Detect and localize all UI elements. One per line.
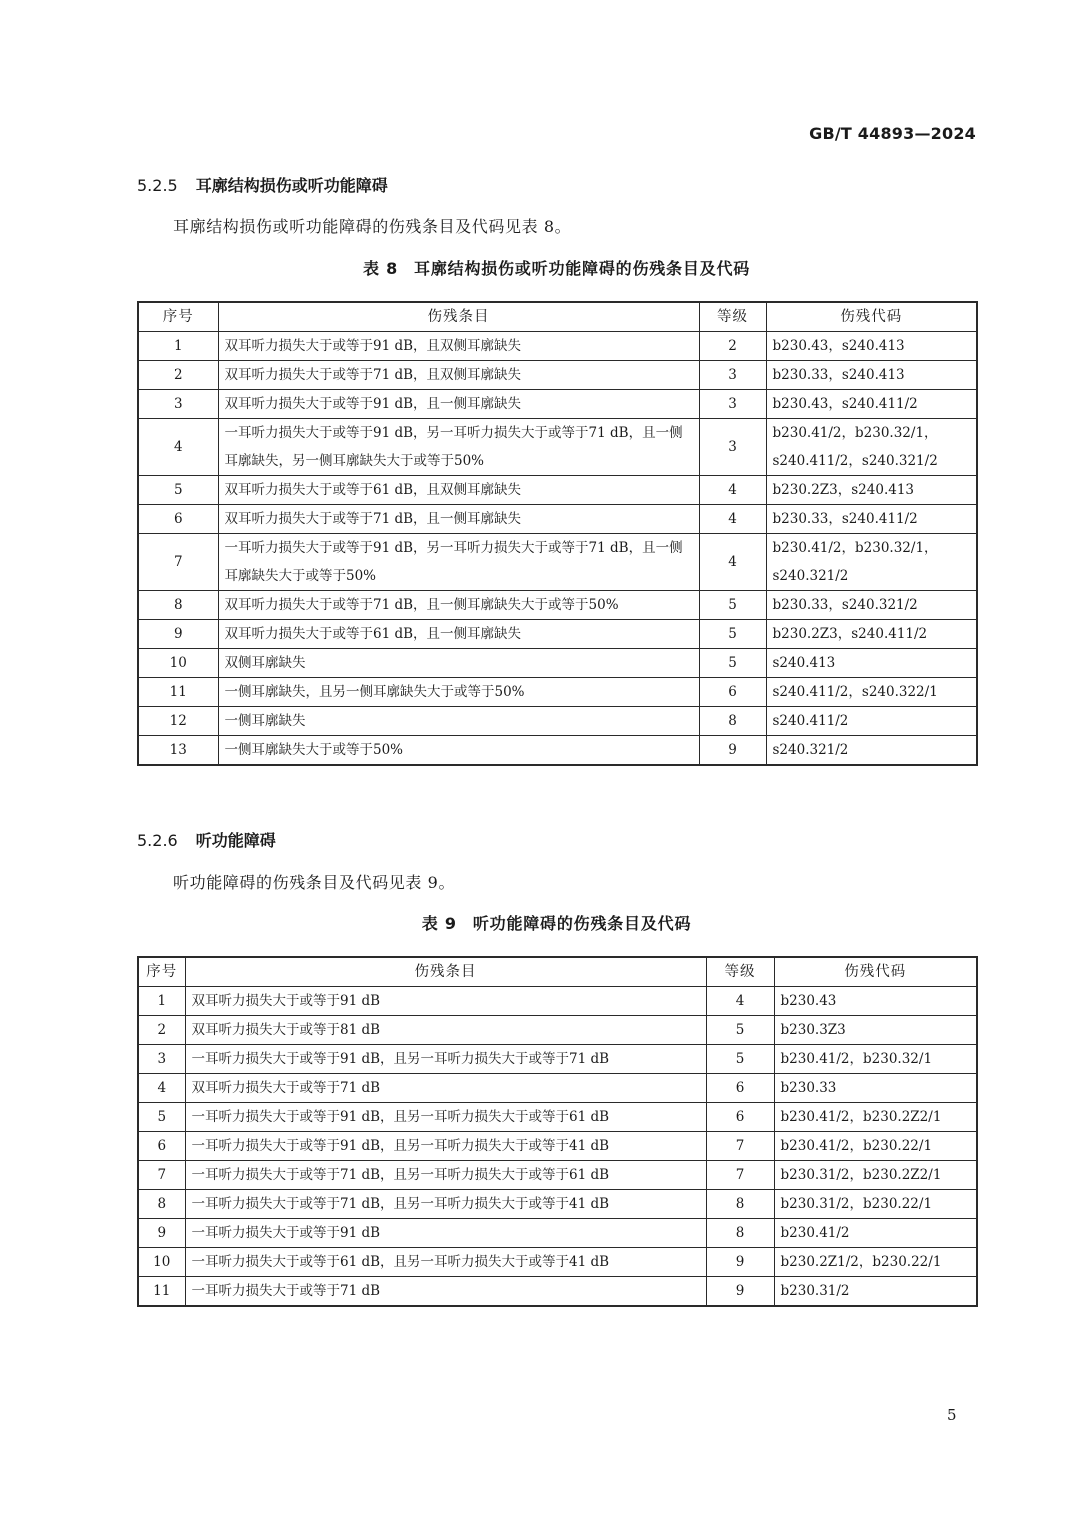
table-header-row <box>138 302 977 332</box>
table-row <box>138 1248 977 1277</box>
row-number: 4 <box>138 419 218 476</box>
section-title: 听功能障碍 <box>195 831 276 850</box>
row-code: s240.411/2 <box>766 707 977 736</box>
table-row <box>138 678 977 707</box>
row-number: 2 <box>138 1016 185 1045</box>
row-item: 双耳听力损失大于或等于91 dB <box>185 987 706 1016</box>
row-number: 13 <box>138 736 218 766</box>
row-grade: 7 <box>706 1161 774 1190</box>
table-row <box>138 390 977 419</box>
row-number: 11 <box>138 678 218 707</box>
table-row <box>138 591 977 620</box>
row-item: 双侧耳廓缺失 <box>218 649 699 678</box>
row-code: b230.41/2 <box>774 1219 977 1248</box>
row-code: b230.2Z3，s240.413 <box>766 476 977 505</box>
table-header-row <box>138 957 977 987</box>
row-code: b230.33，s240.413 <box>766 361 977 390</box>
row-code: s240.411/2，s240.322/1 <box>766 678 977 707</box>
row-code: s240.321/2 <box>766 736 977 766</box>
row-number: 10 <box>138 1248 185 1277</box>
row-item: 一耳听力损失大于或等于91 dB，且另一耳听力损失大于或等于41 dB <box>185 1132 706 1161</box>
table-8 <box>137 301 978 766</box>
row-grade: 8 <box>706 1219 774 1248</box>
row-item: 双耳听力损失大于或等于71 dB，且一侧耳廓缺失 <box>218 505 699 534</box>
row-item: 一耳听力损失大于或等于91 dB，且另一耳听力损失大于或等于61 dB <box>185 1103 706 1132</box>
row-number: 11 <box>138 1277 185 1307</box>
row-grade: 4 <box>706 987 774 1016</box>
row-number: 1 <box>138 987 185 1016</box>
table-8-caption <box>137 256 976 279</box>
row-grade: 2 <box>699 332 766 361</box>
row-grade: 6 <box>706 1103 774 1132</box>
row-number: 9 <box>138 620 218 649</box>
row-number: 3 <box>138 390 218 419</box>
table-9 <box>137 956 978 1307</box>
table-row <box>138 361 977 390</box>
table-title: 耳廓结构损伤或听功能障碍的伤残条目及代码 <box>414 259 751 278</box>
section-heading-5-2-6 <box>137 828 276 851</box>
row-number: 10 <box>138 649 218 678</box>
row-grade: 6 <box>706 1074 774 1103</box>
row-grade: 5 <box>699 649 766 678</box>
row-code: b230.33 <box>774 1074 977 1103</box>
row-item: 一耳听力损失大于或等于71 dB，且另一耳听力损失大于或等于61 dB <box>185 1161 706 1190</box>
row-item: 双耳听力损失大于或等于71 dB，且双侧耳廓缺失 <box>218 361 699 390</box>
table-row <box>138 476 977 505</box>
row-number: 1 <box>138 332 218 361</box>
standard-code: GB/T 44893—2024 <box>809 124 976 143</box>
row-grade: 9 <box>706 1277 774 1307</box>
column-header: 伤残条目 <box>185 957 706 987</box>
row-code: b230.41/2，b230.2Z2/1 <box>774 1103 977 1132</box>
section-paragraph: 耳廓结构损伤或听功能障碍的伤残条目及代码见表 8。 <box>173 217 572 236</box>
table-row <box>138 1045 977 1074</box>
row-code: b230.31/2，b230.2Z2/1 <box>774 1161 977 1190</box>
row-grade: 4 <box>699 534 766 591</box>
row-grade: 8 <box>699 707 766 736</box>
row-item: 一耳听力损失大于或等于71 dB，且另一耳听力损失大于或等于41 dB <box>185 1190 706 1219</box>
row-code: b230.43 <box>774 987 977 1016</box>
row-item: 一耳听力损失大于或等于91 dB，另一耳听力损失大于或等于71 dB，且一侧耳廓缺失，另一侧耳廓缺失大于或等于50% <box>218 419 699 476</box>
column-header: 伤残代码 <box>774 957 977 987</box>
row-grade: 8 <box>706 1190 774 1219</box>
row-item: 一耳听力损失大于或等于91 dB，且另一耳听力损失大于或等于71 dB <box>185 1045 706 1074</box>
table-row <box>138 1103 977 1132</box>
row-item: 双耳听力损失大于或等于61 dB，且一侧耳廓缺失 <box>218 620 699 649</box>
table-row <box>138 736 977 766</box>
table-row <box>138 620 977 649</box>
row-number: 5 <box>138 1103 185 1132</box>
table-row <box>138 332 977 361</box>
table-row <box>138 1016 977 1045</box>
row-code: s240.413 <box>766 649 977 678</box>
table-row <box>138 419 977 476</box>
row-grade: 4 <box>699 476 766 505</box>
section-number: 5.2.5 <box>137 176 178 195</box>
table-row <box>138 1132 977 1161</box>
row-code: b230.33，s240.411/2 <box>766 505 977 534</box>
row-number: 12 <box>138 707 218 736</box>
row-number: 6 <box>138 1132 185 1161</box>
table-row <box>138 1161 977 1190</box>
row-item: 一耳听力损失大于或等于61 dB，且另一耳听力损失大于或等于41 dB <box>185 1248 706 1277</box>
column-header: 伤残条目 <box>218 302 699 332</box>
row-number: 4 <box>138 1074 185 1103</box>
table-row <box>138 1277 977 1307</box>
row-item: 双耳听力损失大于或等于71 dB <box>185 1074 706 1103</box>
row-item: 双耳听力损失大于或等于91 dB，且双侧耳廓缺失 <box>218 332 699 361</box>
row-grade: 4 <box>699 505 766 534</box>
table-row <box>138 987 977 1016</box>
column-header: 序号 <box>138 957 185 987</box>
row-number: 7 <box>138 534 218 591</box>
section-heading-5-2-5 <box>137 173 388 196</box>
row-grade: 3 <box>699 361 766 390</box>
row-number: 8 <box>138 591 218 620</box>
section-title: 耳廓结构损伤或听功能障碍 <box>195 176 388 195</box>
table-label: 表 9 <box>421 914 457 933</box>
row-code: b230.41/2，b230.32/1 <box>774 1045 977 1074</box>
row-item: 一侧耳廓缺失大于或等于50% <box>218 736 699 766</box>
row-code: b230.41/2，b230.32/1，s240.321/2 <box>766 534 977 591</box>
page-number: 5 <box>947 1406 957 1424</box>
row-code: b230.43，s240.411/2 <box>766 390 977 419</box>
table-row <box>138 707 977 736</box>
row-grade: 5 <box>699 620 766 649</box>
row-code: b230.31/2，b230.22/1 <box>774 1190 977 1219</box>
row-item: 一耳听力损失大于或等于91 dB <box>185 1219 706 1248</box>
row-grade: 5 <box>699 591 766 620</box>
row-item: 一耳听力损失大于或等于91 dB，另一耳听力损失大于或等于71 dB，且一侧耳廓缺失大于或等于50% <box>218 534 699 591</box>
row-item: 一侧耳廓缺失 <box>218 707 699 736</box>
table-label: 表 8 <box>362 259 399 278</box>
table-row <box>138 505 977 534</box>
row-number: 6 <box>138 505 218 534</box>
row-grade: 9 <box>706 1248 774 1277</box>
row-code: b230.41/2，b230.22/1 <box>774 1132 977 1161</box>
row-number: 8 <box>138 1190 185 1219</box>
row-number: 9 <box>138 1219 185 1248</box>
row-grade: 3 <box>699 419 766 476</box>
row-item: 双耳听力损失大于或等于61 dB，且双侧耳廓缺失 <box>218 476 699 505</box>
row-code: b230.2Z3，s240.411/2 <box>766 620 977 649</box>
row-grade: 9 <box>699 736 766 766</box>
row-code: b230.3Z3 <box>774 1016 977 1045</box>
row-grade: 5 <box>706 1045 774 1074</box>
section-paragraph: 听功能障碍的伤残条目及代码见表 9。 <box>173 873 456 892</box>
row-grade: 7 <box>706 1132 774 1161</box>
table-row <box>138 1190 977 1219</box>
section-number: 5.2.6 <box>137 831 178 850</box>
row-code: b230.31/2 <box>774 1277 977 1307</box>
row-number: 5 <box>138 476 218 505</box>
table-row <box>138 649 977 678</box>
column-header: 等级 <box>706 957 774 987</box>
row-item: 一耳听力损失大于或等于71 dB <box>185 1277 706 1307</box>
row-item: 双耳听力损失大于或等于81 dB <box>185 1016 706 1045</box>
row-number: 7 <box>138 1161 185 1190</box>
row-number: 3 <box>138 1045 185 1074</box>
row-code: b230.2Z1/2，b230.22/1 <box>774 1248 977 1277</box>
column-header: 序号 <box>138 302 218 332</box>
row-number: 2 <box>138 361 218 390</box>
row-item: 一侧耳廓缺失，且另一侧耳廓缺失大于或等于50% <box>218 678 699 707</box>
row-code: b230.33，s240.321/2 <box>766 591 977 620</box>
row-item: 双耳听力损失大于或等于91 dB，且一侧耳廓缺失 <box>218 390 699 419</box>
column-header: 等级 <box>699 302 766 332</box>
row-item: 双耳听力损失大于或等于71 dB，且一侧耳廓缺失大于或等于50% <box>218 591 699 620</box>
row-grade: 6 <box>699 678 766 707</box>
column-header: 伤残代码 <box>766 302 977 332</box>
table-row <box>138 1074 977 1103</box>
table-row <box>138 1219 977 1248</box>
row-code: b230.41/2，b230.32/1，s240.411/2，s240.321/2 <box>766 419 977 476</box>
row-code: b230.43，s240.413 <box>766 332 977 361</box>
row-grade: 5 <box>706 1016 774 1045</box>
table-row <box>138 534 977 591</box>
table-title: 听功能障碍的伤残条目及代码 <box>472 914 692 933</box>
row-grade: 3 <box>699 390 766 419</box>
table-9-caption <box>137 911 976 934</box>
